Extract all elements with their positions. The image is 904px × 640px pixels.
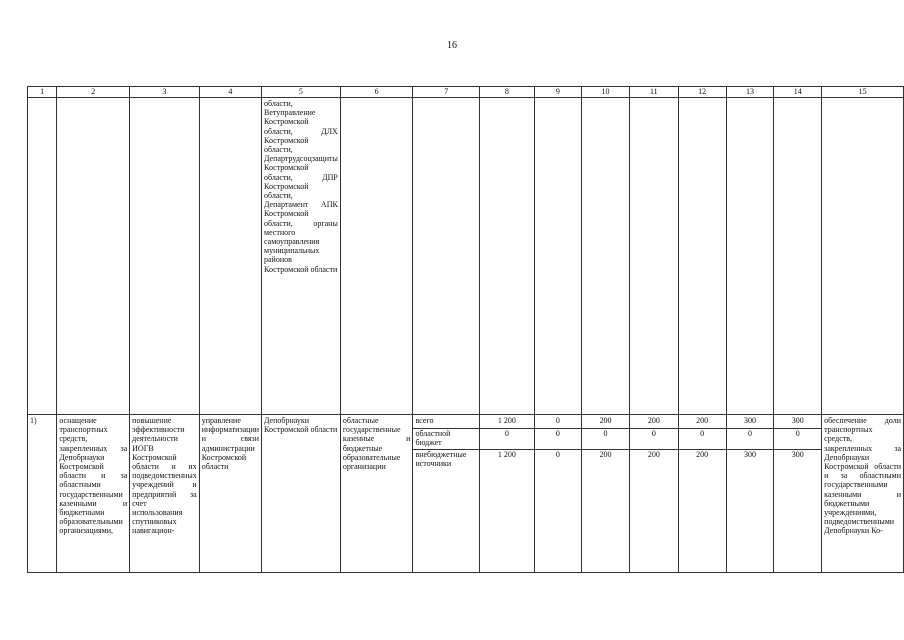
funding-total: 1 200 0 1 200 bbox=[480, 415, 535, 573]
column-header: 3 bbox=[130, 87, 200, 98]
funding-year-2: 200 0 200 bbox=[582, 415, 630, 573]
continued-row bbox=[28, 98, 904, 415]
participants: областные государственные казенные и бюджетные образовательные организации bbox=[340, 415, 413, 573]
responsible-executor: управление информатизации и связи администрации Костромской области bbox=[199, 415, 261, 573]
column-header: 12 bbox=[678, 87, 726, 98]
source-label: внебюджетные источники bbox=[415, 450, 467, 469]
co-executor: Депобрнауки Костромской области bbox=[262, 415, 341, 573]
funding-sources bbox=[413, 415, 480, 573]
column-header: 11 bbox=[629, 87, 678, 98]
funding-year-4: 200 0 200 bbox=[678, 415, 726, 573]
column-header: 15 bbox=[822, 87, 904, 98]
expected-result: обеспечение доли транспортных средств, закрепленных за Депобрнауки Костромской области и за областными государственными казенными и бюджетными учреждениями, подведомственными Депобрнауки Ко- bbox=[822, 415, 904, 573]
program-table bbox=[27, 86, 904, 573]
funding-year-3: 200 0 200 bbox=[629, 415, 678, 573]
column-header: 6 bbox=[340, 87, 413, 98]
executors-continued: области, Ветуправление Костромской области, ДЛХ Костромской области, Департрудсоцзащиты Костромской области, ДПР Костромской области, Департамент АПК Костромской области, органы местного самоуправления муниципальных районов Костромской области bbox=[262, 98, 341, 415]
page-number: 16 bbox=[447, 40, 457, 51]
column-header: 10 bbox=[582, 87, 630, 98]
column-header: 1 bbox=[28, 87, 57, 98]
funding-year-5: 300 0 300 bbox=[726, 415, 774, 573]
source-label: всего bbox=[413, 416, 479, 429]
column-header: 5 bbox=[262, 87, 341, 98]
source-label: областной бюджет bbox=[413, 429, 479, 450]
measure-name: оснащение транспортных средств, закрепленных за Депобрнауки Костромской области и за областными государственными казенными и бюджетными образовательными организациями, bbox=[57, 415, 130, 573]
column-header: 13 bbox=[726, 87, 774, 98]
measure-goal: повышение эффективности деятельности ИОГВ Костромской области и их подведомственных учреждений и предприятий за счет использования спутниковых навигацион- bbox=[130, 415, 200, 573]
funding-year-6: 300 0 300 bbox=[774, 415, 822, 573]
funding-year-1: 0 0 0 bbox=[534, 415, 582, 573]
column-header: 4 bbox=[199, 87, 261, 98]
table-row bbox=[28, 415, 904, 573]
row-number: 1) bbox=[28, 415, 57, 573]
column-header: 9 bbox=[534, 87, 582, 98]
column-header: 14 bbox=[774, 87, 822, 98]
column-header: 2 bbox=[57, 87, 130, 98]
column-header: 8 bbox=[480, 87, 535, 98]
column-header: 7 bbox=[413, 87, 480, 98]
column-number-row bbox=[28, 87, 904, 98]
